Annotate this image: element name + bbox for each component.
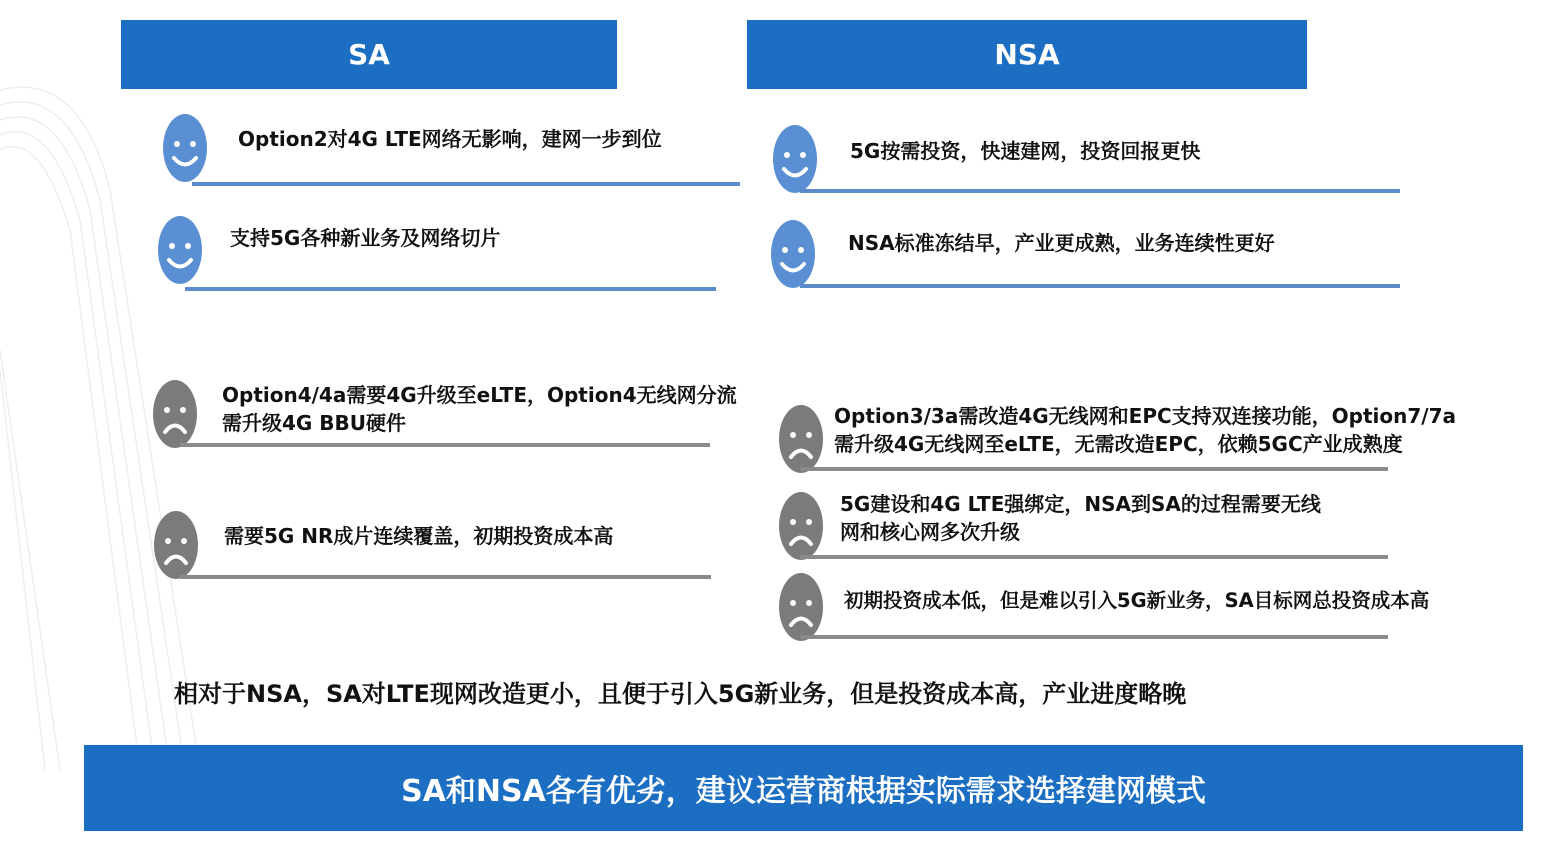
sad-face-icon [153,510,199,580]
disadvantage-text: 网和核心网多次升级 [840,520,1020,544]
disadvantage-text: Option4/4a需要4G升级至eLTE，Option4无线网分流 [222,383,737,407]
happy-face-icon [770,219,816,289]
conclusion-banner: SA和NSA各有优劣，建议运营商根据实际需求选择建网模式 [84,745,1523,831]
advantage-text: NSA标准冻结早，产业更成熟，业务连续性更好 [848,231,1275,255]
happy-face-icon [162,113,208,183]
disadvantage-text: 5G建设和4G LTE强绑定，NSA到SA的过程需要无线 [840,492,1321,516]
advantage-text: Option2对4G LTE网络无影响，建网一步到位 [238,127,662,151]
nsa-header: NSA [747,20,1307,89]
divider-line [800,189,1400,193]
advantage-text: 支持5G各种新业务及网络切片 [230,226,501,250]
happy-face-icon [157,215,203,285]
sad-face-icon [778,404,824,474]
divider-line [192,182,740,186]
summary-text: 相对于NSA，SA对LTE现网改造更小，且便于引入5G新业务，但是投资成本高，产业进度略晚 [174,680,1187,708]
divider-line [180,575,711,579]
disadvantage-text: 需升级4G BBU硬件 [222,411,407,435]
sa-header: SA [121,20,617,89]
sad-face-icon [778,491,824,561]
divider-line [185,287,716,291]
divider-line [800,284,1400,288]
disadvantage-text: Option3/3a需改造4G无线网和EPC支持双连接功能，Option7/7a [834,404,1457,428]
divider-line [800,467,1388,471]
disadvantage-text: 需要5G NR成片连续覆盖，初期投资成本高 [224,524,614,548]
sad-face-icon [152,379,198,449]
divider-line [800,555,1388,559]
divider-line [800,635,1388,639]
disadvantage-text: 初期投资成本低，但是难以引入5G新业务，SA目标网总投资成本高 [844,589,1430,612]
divider-line [180,443,710,447]
advantage-text: 5G按需投资，快速建网，投资回报更快 [850,139,1201,163]
happy-face-icon [772,124,818,194]
disadvantage-text: 需升级4G无线网至eLTE，无需改造EPC，依赖5GC产业成熟度 [834,432,1403,456]
sad-face-icon [778,572,824,642]
